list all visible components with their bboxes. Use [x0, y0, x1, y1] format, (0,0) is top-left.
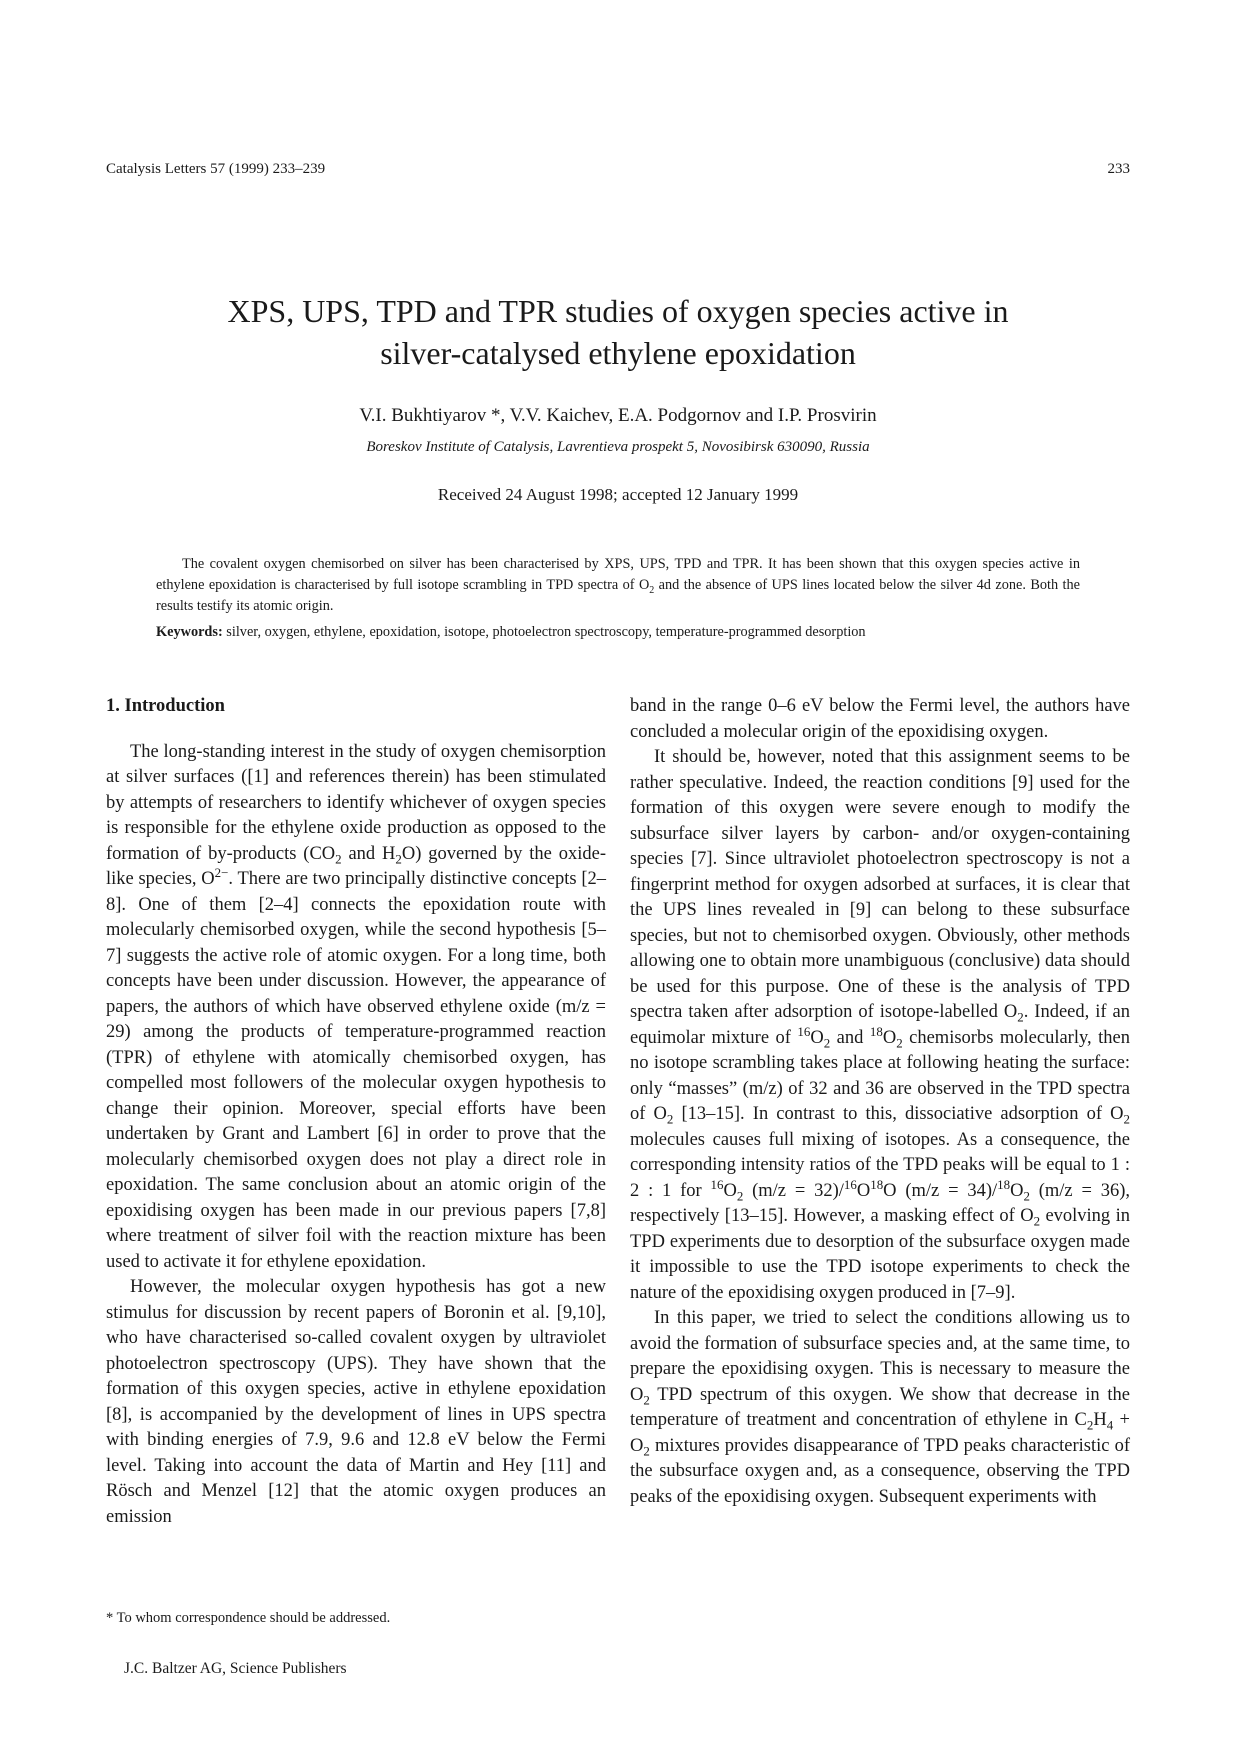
author-list: V.I. Bukhtiyarov *, V.V. Kaichev, E.A. Podgornov and I.P. Prosvirin [359, 405, 877, 426]
left-paragraph-2: However, the molecular oxygen hypothesis has got a new stimulus for discussion by recent papers of Boronin et al. [9,10], who have characterised so-called covalent oxygen by ultraviolet photoelectron spectroscopy (UPS). They have shown that the formation of this oxygen species, active in ethylene epoxidation [8], is accompanied by the development of lines in UPS spectra with binding energies of 7.9, 9.6 and 12.8 eV below the Fermi level. Taking into account the data of Martin and Hey [11] and Rösch and Menzel [12] that the atomic oxygen produces an emission [106, 1277, 606, 1527]
publisher-line: J.C. Baltzer AG, Science Publishers [124, 1660, 347, 1677]
keywords-text: silver, oxygen, ethylene, epoxidation, isotope, photoelectron spectroscopy, temperature-programmed desorption [222, 624, 866, 640]
superscript: 16 [843, 1176, 857, 1192]
superscript: 18 [869, 1023, 883, 1039]
footnote-rule [106, 1602, 216, 1603]
subscript: 2 [395, 851, 402, 867]
title-line-2: silver-catalysed ethylene epoxidation [380, 335, 856, 371]
text-run: H [1093, 1410, 1107, 1430]
text-run: The long-standing interest in the study of oxygen chemisorption at silver surfaces ([1] and references therein) has been stimulated by attempts of researchers to identify whichever of oxygen species is responsible for the ethylene oxide production as opposed to the formation of by-products (CO [106, 741, 606, 864]
text-run: O) governed by the oxide-like species, O [106, 843, 606, 889]
keywords-label: Keywords: [156, 624, 223, 640]
text-run: O [856, 1180, 871, 1201]
text-run: O (m/z = 34)/ [883, 1180, 998, 1201]
abstract-text-2: and the absence of UPS lines located below the silver 4d zone. Both the results testify its atomic origin. [156, 577, 1080, 614]
running-head [106, 161, 1130, 178]
superscript: 18 [997, 1176, 1011, 1192]
subscript: 2 [1123, 1111, 1130, 1127]
right-paragraph-2 [630, 745, 1130, 1306]
footnote: * To whom correspondence should be addressed. [106, 1610, 391, 1626]
abstract [156, 554, 1080, 617]
right-paragraph-3 [630, 1306, 1130, 1510]
subscript: 2 [1023, 1188, 1030, 1204]
subscript: 2 [1086, 1417, 1094, 1433]
left-column [106, 694, 606, 1530]
text-run: In this paper, we tried to select the conditions allowing us to avoid the formation of subsurface species and, at the same time, to prepare the epoxidising oxygen. This is necessary to measure the O [630, 1308, 1130, 1405]
superscript: 18 [870, 1176, 884, 1192]
text-run: O [810, 1027, 824, 1048]
subscript: 2 [896, 1035, 903, 1051]
text-run: chemisorbs molecularly, then no isotope scrambling takes place at following heating the surface: only “masses” (m/z) of 32 and 36 are observed in the TPD spectra of O [630, 1027, 1130, 1124]
received-dates: Received 24 August 1998; accepted 12 January 1999 [437, 485, 799, 504]
text-run: molecules causes full mixing of isotopes. As a consequence, the corresponding intensity ratios of the TPD peaks will be equal to 1 : 2 : 1 for [630, 1129, 1130, 1201]
subscript: 2 [736, 1188, 744, 1204]
text-run: . There are two principally distinctive concepts [2–8]. One of them [2–4] connects the epoxidation route with molecularly chemisorbed oxygen, while the second hypothesis [5–7] suggests the active role of atomic oxygen. For a long time, both concepts have been under discussion. However, the appearance of papers, the authors of which have observed ethylene oxide (m/z = 29) among the products of temperature-programmed reaction (TPR) of ethylene with atomically chemisorbed oxygen, has compelled most followers of the molecular oxygen hypothesis to change their opinion. Moreover, special efforts have been undertaken by Grant and Lambert [6] in order to prove that the molecularly chemisorbed oxygen does not play a direct role in epoxidation. The same conclusion about an atomic origin of the epoxidising oxygen has been made in our previous papers [7,8] where treatment of silver foil with the reaction mixture has been used to activate it for ethylene epoxidation. [106, 869, 607, 1272]
text-run: TPD spectrum of this oxygen. We show that decrease in the temperature of treatment and concentration of ethylene in C [630, 1384, 1130, 1430]
subscript: 2 [335, 851, 342, 867]
text-run: and [830, 1027, 870, 1048]
text-run: (m/z = 36), respectively [13–15]. However, a masking effect of O [630, 1180, 1130, 1226]
right-column [630, 694, 1130, 1510]
affiliation: Boreskov Institute of Catalysis, Lavrentieva prospekt 5, Novosibirsk 630090, Russia [366, 439, 870, 455]
text-run: + O [630, 1410, 1130, 1456]
subscript: 2 [823, 1035, 831, 1051]
text-run: mixtures provides disappearance of TPD peaks characteristic of the subsurface oxygen and, as a consequence, observing the TPD peaks of the epoxidising oxygen. Subsequent experiments with [630, 1435, 1130, 1507]
subscript: 2 [1017, 1009, 1024, 1025]
left-paragraph-1 [106, 740, 606, 1276]
text-run: O [882, 1027, 897, 1048]
subscript: 2 [643, 1443, 650, 1459]
superscript: 16 [797, 1023, 811, 1039]
text-run: and H [341, 843, 396, 864]
subscript: 4 [1106, 1417, 1114, 1433]
subscript: 2 [1033, 1213, 1041, 1229]
subscript: 2 [643, 1392, 650, 1408]
text-run: evolving in TPD experiments due to desorption of the subsurface oxygen made it impossible to use the TPD isotope experiments to check the nature of the epoxidising oxygen produced in [7–9]. [630, 1206, 1130, 1303]
subscript: 2 [666, 1111, 674, 1127]
journal-citation: Catalysis Letters 57 (1999) 233–239 [106, 161, 326, 177]
paper-title [106, 290, 1130, 374]
page-number: 233 [1107, 161, 1130, 177]
superscript: 2− [214, 864, 229, 880]
title-line-1: XPS, UPS, TPD and TPR studies of oxygen species active in [227, 293, 1009, 329]
text-run: [13–15]. In contrast to this, dissociative adsorption of O [673, 1104, 1124, 1124]
text-run: O [723, 1180, 737, 1201]
section-heading: 1. Introduction [106, 696, 225, 716]
keywords [156, 624, 1080, 641]
text-run: It should be, however, noted that this assignment seems to be rather speculative. Indeed, the reaction conditions [9] used for the formation of this oxygen were severe enough to modify the subsurface silver layers by carbon- and/or oxygen-containing species [7]. Since ultraviolet photoelectron spectroscopy is not a fingerprint method for oxygen adsorbed at surfaces, it is clear that the UPS lines revealed in [9] can belong to these subsurface species, but not to chemisorbed oxygen. Obviously, other methods allowing one to obtain more unambiguous (conclusive) data should be used for this purpose. One of these is the analysis of TPD spectra taken after adsorption of isotope-labelled O [630, 747, 1130, 1022]
abstract-subscript: 2 [649, 584, 655, 596]
text-run: (m/z = 32)/ [743, 1180, 844, 1201]
abstract-text-1: The covalent oxygen chemisorbed on silver has been characterised by XPS, UPS, TPD and TPR. It has been shown that this oxygen species active in ethylene epoxidation is characterised by full isotope scrambling in TPD spectra of O [156, 556, 1080, 593]
right-paragraph-1: band in the range 0–6 eV below the Fermi level, the authors have concluded a molecular origin of the epoxidising oxygen. [630, 696, 1130, 742]
text-run: O [1010, 1180, 1024, 1201]
superscript: 16 [710, 1176, 724, 1192]
text-run: . Indeed, if an equimolar mixture of [630, 1002, 1130, 1048]
